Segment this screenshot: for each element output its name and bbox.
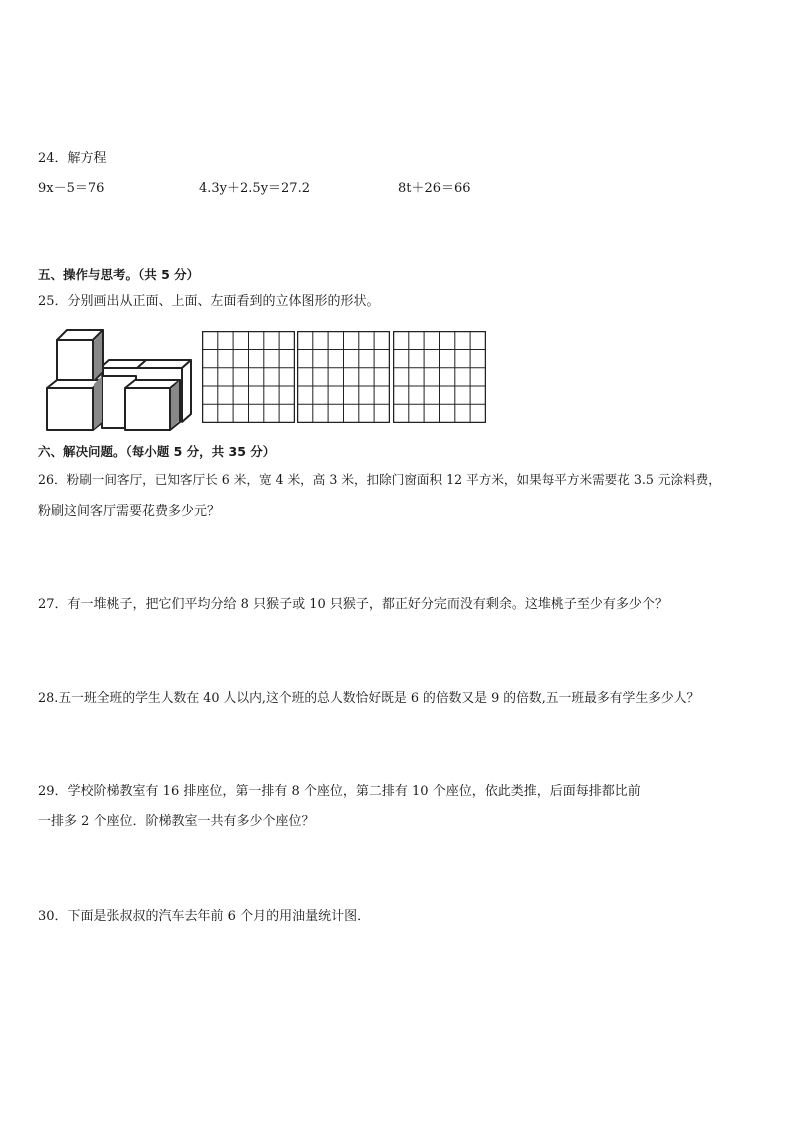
question-25-text: 25．分别画出从正面、上面、左面看到的立体图形的形状。 — [38, 294, 380, 309]
section-5-title: 五、操作与思考。（共 5 分） — [38, 267, 200, 282]
question-27-text: 27．有一堆桃子，把它们平均分给 8 只猴子或 10 只猴子，都正好分完而没有剩余。这堆桃子至少有多少个？ — [38, 597, 668, 612]
question-24-title: 24．解方程 — [38, 151, 107, 166]
question-29-line-2: 一排多 2 个座位．阶梯教室一共有多少个座位？ — [38, 814, 315, 829]
question-30-text: 30．下面是张叔叔的汽车去年前 6 个月的用油量统计图． — [38, 909, 371, 924]
equation-1: 9x－5＝76 — [38, 181, 105, 196]
question-29-line-1: 29．学校阶梯教室有 16 排座位，第一排有 8 个座位，第二排有 10 个座位，依此类推，后面每排都比前 — [38, 784, 641, 799]
front-view-grid — [202, 331, 295, 423]
equation-3: 8t＋26＝66 — [398, 181, 471, 196]
equation-2: 4.3y＋2.5y＝27.2 — [199, 181, 310, 196]
left-view-grid — [393, 331, 486, 423]
section-6-title: 六、解决问题。（每小题 5 分，共 35 分） — [38, 444, 276, 459]
question-28-text: 28.五一班全班的学生人数在 40 人以内,这个班的总人数恰好既是 6 的倍数又是 9 的倍数,五一班最多有学生多少人？ — [38, 691, 700, 706]
top-view-grid — [297, 331, 390, 423]
question-26-line-1: 26．粉刷一间客厅，已知客厅长 6 米，宽 4 米，高 3 米，扣除门窗面积 12 平方米，如果每平方米需要花 3.5 元涂料费， — [38, 472, 721, 487]
question-26-line-2: 粉刷这间客厅需要花费多少元？ — [38, 504, 221, 519]
cube-figure — [45, 328, 193, 432]
